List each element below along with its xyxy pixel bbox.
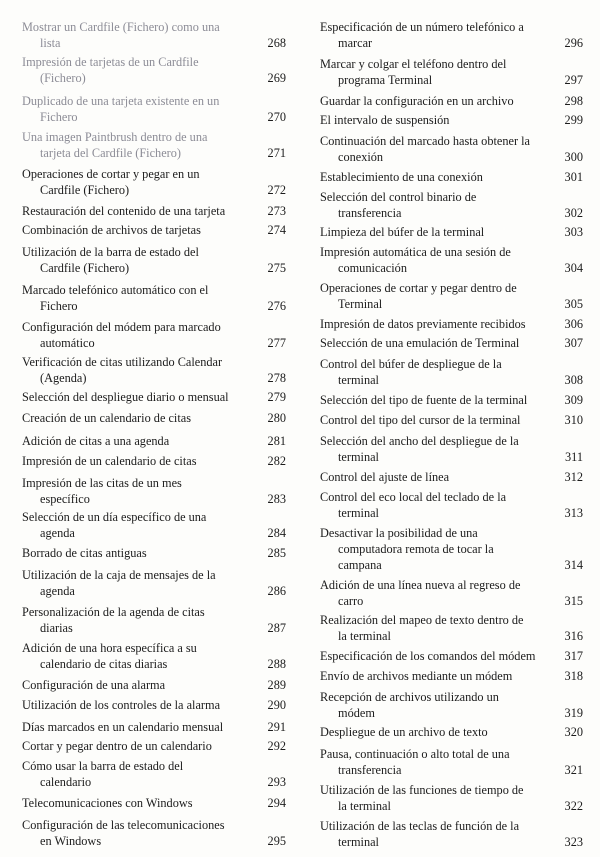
toc-entry [320, 244, 583, 276]
toc-entry-title: Verificación de citas utilizando Calendar [22, 355, 223, 369]
toc-entry-title: lista [40, 36, 61, 50]
toc-entry [320, 224, 583, 240]
toc-entry [22, 795, 286, 811]
toc-entry [320, 724, 583, 740]
toc-entry-title: Adición de una línea nueva al regreso de [320, 578, 521, 592]
toc-entry-title: Borrado de citas antiguas [22, 546, 147, 560]
toc-entry-title: terminal [338, 835, 379, 849]
toc-entry [320, 412, 583, 428]
toc-entry [320, 489, 583, 521]
toc-entry [22, 93, 286, 125]
toc-page-number: 294 [267, 796, 286, 810]
toc-entry-title: Selección del ancho del despliegue de la [320, 434, 519, 448]
toc-page-number: 317 [564, 649, 583, 663]
toc-entry [320, 648, 583, 664]
toc-page-number: 320 [564, 725, 583, 739]
toc-entry [320, 668, 583, 684]
toc-entry-title: Continuación del marcado hasta obtener la [320, 134, 530, 148]
toc-entry [22, 453, 286, 469]
toc-entry [22, 433, 286, 449]
toc-page-number: 316 [564, 629, 583, 643]
toc-page-number: 274 [267, 223, 286, 237]
toc-entry-title: Control del eco local del teclado de la [320, 490, 507, 504]
toc-entry-title: Adición de citas a una agenda [22, 434, 170, 448]
toc-entry-title: Impresión de datos previamente recibidos [320, 317, 526, 331]
toc-entry-title: Selección de un día específico de una [22, 510, 207, 524]
toc-entry-title: Realización del mapeo de texto dentro de [320, 613, 524, 627]
toc-entry-title: Adición de una hora específica a su [22, 641, 197, 655]
toc-entry [320, 525, 583, 573]
toc-entry-title: calendario de citas diarias [40, 657, 168, 671]
toc-entry [320, 577, 583, 609]
toc-entry-title: Fichero [40, 110, 78, 124]
toc-entry-title: Pausa, continuación o alto total de una [320, 747, 510, 761]
toc-page-number: 318 [564, 669, 583, 683]
toc-entry [22, 54, 286, 86]
toc-entry-title: diarias [40, 621, 73, 635]
toc-page-number: 281 [267, 434, 286, 448]
toc-page-number: 296 [564, 36, 583, 50]
toc-entry-title: Cómo usar la barra de estado del [22, 759, 184, 773]
toc-entry [320, 93, 583, 109]
toc-entry-title: Impresión de un calendario de citas [22, 454, 197, 468]
toc-entry-title: Configuración de una alarma [22, 678, 166, 692]
toc-entry-title: computadora remota de tocar la [338, 542, 494, 556]
toc-entry-title: transferencia [338, 763, 402, 777]
toc-entry [22, 319, 286, 351]
toc-entry-title: Limpieza del búfer de la terminal [320, 225, 485, 239]
toc-page-number: 322 [564, 799, 583, 813]
toc-page-number: 286 [267, 584, 286, 598]
toc-entry [320, 19, 583, 51]
toc-page-number: 301 [564, 170, 583, 184]
toc-column-left [22, 0, 286, 857]
toc-entry-title: terminal [338, 450, 379, 464]
toc-page-number: 304 [564, 261, 583, 275]
toc-entry-title: Desactivar la posibilidad de una [320, 526, 478, 540]
toc-entry-title: Marcado telefónico automático con el [22, 283, 209, 297]
toc-page-number: 288 [267, 657, 286, 671]
toc-entry-title: Terminal [338, 297, 383, 311]
toc-page-number: 291 [267, 720, 286, 734]
toc-entry-title: terminal [338, 506, 379, 520]
toc-entry-title: Selección del despliegue diario o mensual [22, 390, 229, 404]
toc-entry-title: módem [338, 706, 375, 720]
toc-page-number: 313 [564, 506, 583, 520]
toc-entry-title: Personalización de la agenda de citas [22, 605, 205, 619]
toc-page-number: 279 [267, 390, 286, 404]
toc-entry-title: Selección de una emulación de Terminal [320, 336, 520, 350]
toc-page-number: 303 [564, 225, 583, 239]
toc-page-number: 290 [267, 698, 286, 712]
toc-entry [320, 469, 583, 485]
toc-entry-title: Configuración del módem para marcado [22, 320, 221, 334]
toc-entry-title: Utilización de la barra de estado del [22, 245, 199, 259]
toc-entry-title: marcar [338, 36, 373, 50]
toc-page-number: 315 [564, 594, 583, 608]
toc-entry [22, 354, 286, 386]
toc-entry-title: carro [338, 594, 364, 608]
toc-entry-title: Telecomunicaciones con Windows [22, 796, 193, 810]
toc-page-number: 277 [267, 336, 286, 350]
toc-entry-title: Configuración de las telecomunicaciones [22, 818, 225, 832]
toc-entry [22, 19, 286, 51]
toc-entry-title: Control del tipo del cursor de la terminal [320, 413, 521, 427]
toc-page-number: 289 [267, 678, 286, 692]
toc-entry-title: programa Terminal [338, 73, 433, 87]
toc-entry [22, 545, 286, 561]
toc-entry-title: Control del búfer de despliegue de la [320, 357, 502, 371]
toc-page-number: 297 [564, 73, 583, 87]
toc-page-number: 269 [267, 71, 286, 85]
toc-entry-title: agenda [40, 584, 75, 598]
toc-entry [22, 203, 286, 219]
toc-page-number: 299 [564, 113, 583, 127]
toc-entry-title: Operaciones de cortar y pegar dentro de [320, 281, 517, 295]
toc-entry [320, 335, 583, 351]
toc-entry [320, 392, 583, 408]
toc-entry-title: tarjeta del Cardfile (Fichero) [40, 146, 182, 160]
toc-entry [320, 169, 583, 185]
toc-entry-title: Envío de archivos mediante un módem [320, 669, 513, 683]
toc-entry [22, 129, 286, 161]
toc-page-number: 272 [267, 183, 286, 197]
toc-entry-title: Impresión de las citas de un mes [22, 476, 182, 490]
toc-entry-title: Cardfile (Fichero) [40, 261, 130, 275]
toc-entry-title: la terminal [338, 799, 391, 813]
toc-entry-title: Marcar y colgar el teléfono dentro del [320, 57, 507, 71]
toc-entry-title: Operaciones de cortar y pegar en un [22, 167, 200, 181]
toc-entry [22, 509, 286, 541]
toc-entry-title: Especificación de un número telefónico a [320, 20, 524, 34]
toc-entry-title: la terminal [338, 629, 391, 643]
toc-page-number: 275 [267, 261, 286, 275]
toc-entry [320, 189, 583, 221]
toc-entry [320, 56, 583, 88]
toc-entry [22, 677, 286, 693]
toc-page-number: 273 [267, 204, 286, 218]
toc-page-number: 285 [267, 546, 286, 560]
toc-page-number: 298 [564, 94, 583, 108]
toc-entry-title: calendario [40, 775, 92, 789]
toc-entry [22, 166, 286, 198]
toc-entry-title: transferencia [338, 206, 402, 220]
toc-page-number: 306 [564, 317, 583, 331]
toc-entry-title: Recepción de archivos utilizando un [320, 690, 499, 704]
toc-page-number: 295 [267, 834, 286, 848]
toc-entry-title: Fichero [40, 299, 78, 313]
toc-page-number: 280 [267, 411, 286, 425]
toc-entry [22, 738, 286, 754]
toc-entry [22, 817, 286, 849]
toc-entry-title: específico [40, 492, 90, 506]
toc-entry [320, 433, 583, 465]
toc-entry-title: conexión [338, 150, 384, 164]
toc-entry [320, 133, 583, 165]
toc-page-number: 270 [267, 110, 286, 124]
toc-entry [22, 282, 286, 314]
toc-entry-title: comunicación [338, 261, 407, 275]
toc-entry-title: terminal [338, 373, 379, 387]
toc-entry [320, 746, 583, 778]
toc-entry [22, 640, 286, 672]
toc-page-number: 271 [267, 146, 286, 160]
toc-entry-title: Mostrar un Cardfile (Fichero) como una [22, 20, 220, 34]
toc-page-number: 284 [267, 526, 286, 540]
toc-entry-title: Selección del control binario de [320, 190, 477, 204]
toc-entry-title: agenda [40, 526, 75, 540]
toc-entry-title: Creación de un calendario de citas [22, 411, 192, 425]
toc-page-number: 314 [564, 558, 583, 572]
toc-page-number: 311 [565, 450, 583, 464]
toc-page-number: 283 [267, 492, 286, 506]
toc-entry-title: Combinación de archivos de tarjetas [22, 223, 201, 237]
toc-page-number: 300 [564, 150, 583, 164]
toc-entry-title: Una imagen Paintbrush dentro de una [22, 130, 208, 144]
toc-page-number: 307 [564, 336, 583, 350]
toc-entry [22, 410, 286, 426]
toc-page-number: 323 [564, 835, 583, 849]
toc-page-number: 287 [267, 621, 286, 635]
toc-entry-title: Selección del tipo de fuente de la terminal [320, 393, 528, 407]
toc-page-number: 319 [564, 706, 583, 720]
toc-entry-title: (Fichero) [40, 71, 86, 85]
toc-entry [22, 475, 286, 507]
toc-entry-title: campana [338, 558, 382, 572]
toc-entry [22, 244, 286, 276]
toc-entry-title: Utilización de la caja de mensajes de la [22, 568, 216, 582]
toc-page-number: 278 [267, 371, 286, 385]
toc-page-number: 268 [267, 36, 286, 50]
toc-column-right [320, 0, 583, 857]
toc-entry [320, 612, 583, 644]
toc-entry [320, 280, 583, 312]
toc-entry [320, 782, 583, 814]
toc-entry [320, 112, 583, 128]
toc-entry [320, 356, 583, 388]
toc-entry-title: Restauración del contenido de una tarjeta [22, 204, 226, 218]
toc-page-number: 302 [564, 206, 583, 220]
toc-entry-title: en Windows [40, 834, 102, 848]
toc-entry-title: Impresión de tarjetas de un Cardfile [22, 55, 199, 69]
toc-entry-title: Guardar la configuración en un archivo [320, 94, 514, 108]
toc-entry-title: Control del ajuste de línea [320, 470, 450, 484]
toc-entry [320, 818, 583, 850]
toc-entry-title: Duplicado de una tarjeta existente en un [22, 94, 220, 108]
toc-entry-title: Establecimiento de una conexión [320, 170, 483, 184]
toc-page-number: 282 [267, 454, 286, 468]
toc-page-number: 276 [267, 299, 286, 313]
toc-entry-title: Cortar y pegar dentro de un calendario [22, 739, 212, 753]
toc-entry-title: Impresión automática de una sesión de [320, 245, 511, 259]
toc-entry-title: Días marcados en un calendario mensual [22, 720, 224, 734]
toc-page-number: 321 [564, 763, 583, 777]
toc-entry-title: Utilización de las funciones de tiempo de [320, 783, 524, 797]
toc-entry [22, 719, 286, 735]
toc-entry [22, 389, 286, 405]
toc-entry-title: automático [40, 336, 95, 350]
toc-page-number: 308 [564, 373, 583, 387]
toc-page-number: 310 [564, 413, 583, 427]
toc-entry [22, 567, 286, 599]
toc-page-number: 293 [267, 775, 286, 789]
toc-entry [320, 316, 583, 332]
toc-entry-title: Utilización de los controles de la alarma [22, 698, 221, 712]
toc-entry [22, 222, 286, 238]
toc-page-number: 312 [564, 470, 583, 484]
toc-entry [320, 689, 583, 721]
toc-entry-title: Especificación de los comandos del módem [320, 649, 536, 663]
toc-entry-title: (Agenda) [40, 371, 87, 385]
toc-entry [22, 604, 286, 636]
toc-entry-title: El intervalo de suspensión [320, 113, 450, 127]
toc-page-number: 309 [564, 393, 583, 407]
toc-entry-title: Cardfile (Fichero) [40, 183, 130, 197]
toc-entry-title: Despliegue de un archivo de texto [320, 725, 488, 739]
toc-entry-title: Utilización de las teclas de función de la [320, 819, 520, 833]
toc-page-number: 305 [564, 297, 583, 311]
toc-entry [22, 697, 286, 713]
toc-page-number: 292 [267, 739, 286, 753]
toc-entry [22, 758, 286, 790]
